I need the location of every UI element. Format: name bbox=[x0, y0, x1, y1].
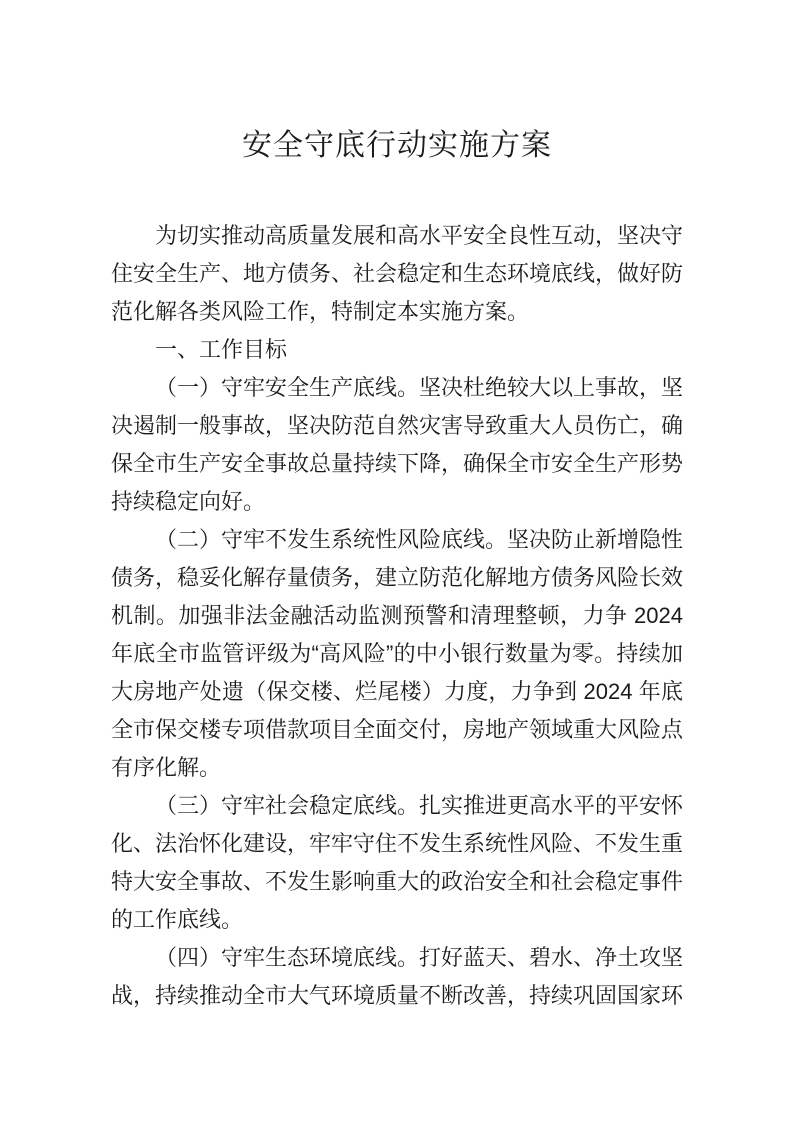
paragraph-item-1-safety-production: （一）守牢安全生产底线。坚决杜绝较大以上事故，坚决遏制一般事故，坚决防范自然灾害导致重大人员伤亡，确保全市生产安全事故总量持续下降，确保全市安全生产形势持续稳定向好。 bbox=[111, 375, 684, 514]
document-content bbox=[111, 122, 683, 1015]
paragraph-item-3-social-stability: （三）守牢社会稳定底线。扎实推进更高水平的平安怀化、法治怀化建设，牢牢守住不发生系统性风险、不发生重特大安全事故、不发生影响重大的政治安全和社会稳定事件的工作底线。 bbox=[111, 793, 684, 932]
intro-paragraph: 为切实推动高质量发展和高水平安全良性互动，坚决守住安全生产、地方债务、社会稳定和生态环境底线，做好防范化解各类风险工作，特制定本实施方案。 bbox=[111, 223, 684, 324]
paragraph-item-2-systemic-risk: （二）守牢不发生系统性风险底线。坚决防止新增隐性债务，稳妥化解存量债务，建立防范化解地方债务风险长效机制。加强非法金融活动监测预警和清理整顿，力争 2024 年底全市监管评级为“高风险”的中小银行数量为零。持续加大房地产处遗（保交楼、烂尾楼）力度，力争到 2024 年底全市保交楼专项借款项目全面交付，房地产领域重大风险点有序化解。 bbox=[111, 527, 684, 780]
paragraph-item-4-ecological-environment: （四）守牢生态环境底线。打好蓝天、碧水、净土攻坚战，持续推动全市大气环境质量不断改善，持续巩固国家环 bbox=[111, 945, 684, 1008]
document-title: 安全守底行动实施方案 bbox=[242, 129, 552, 162]
section-heading-work-goals: 一、工作目标 bbox=[155, 337, 288, 362]
